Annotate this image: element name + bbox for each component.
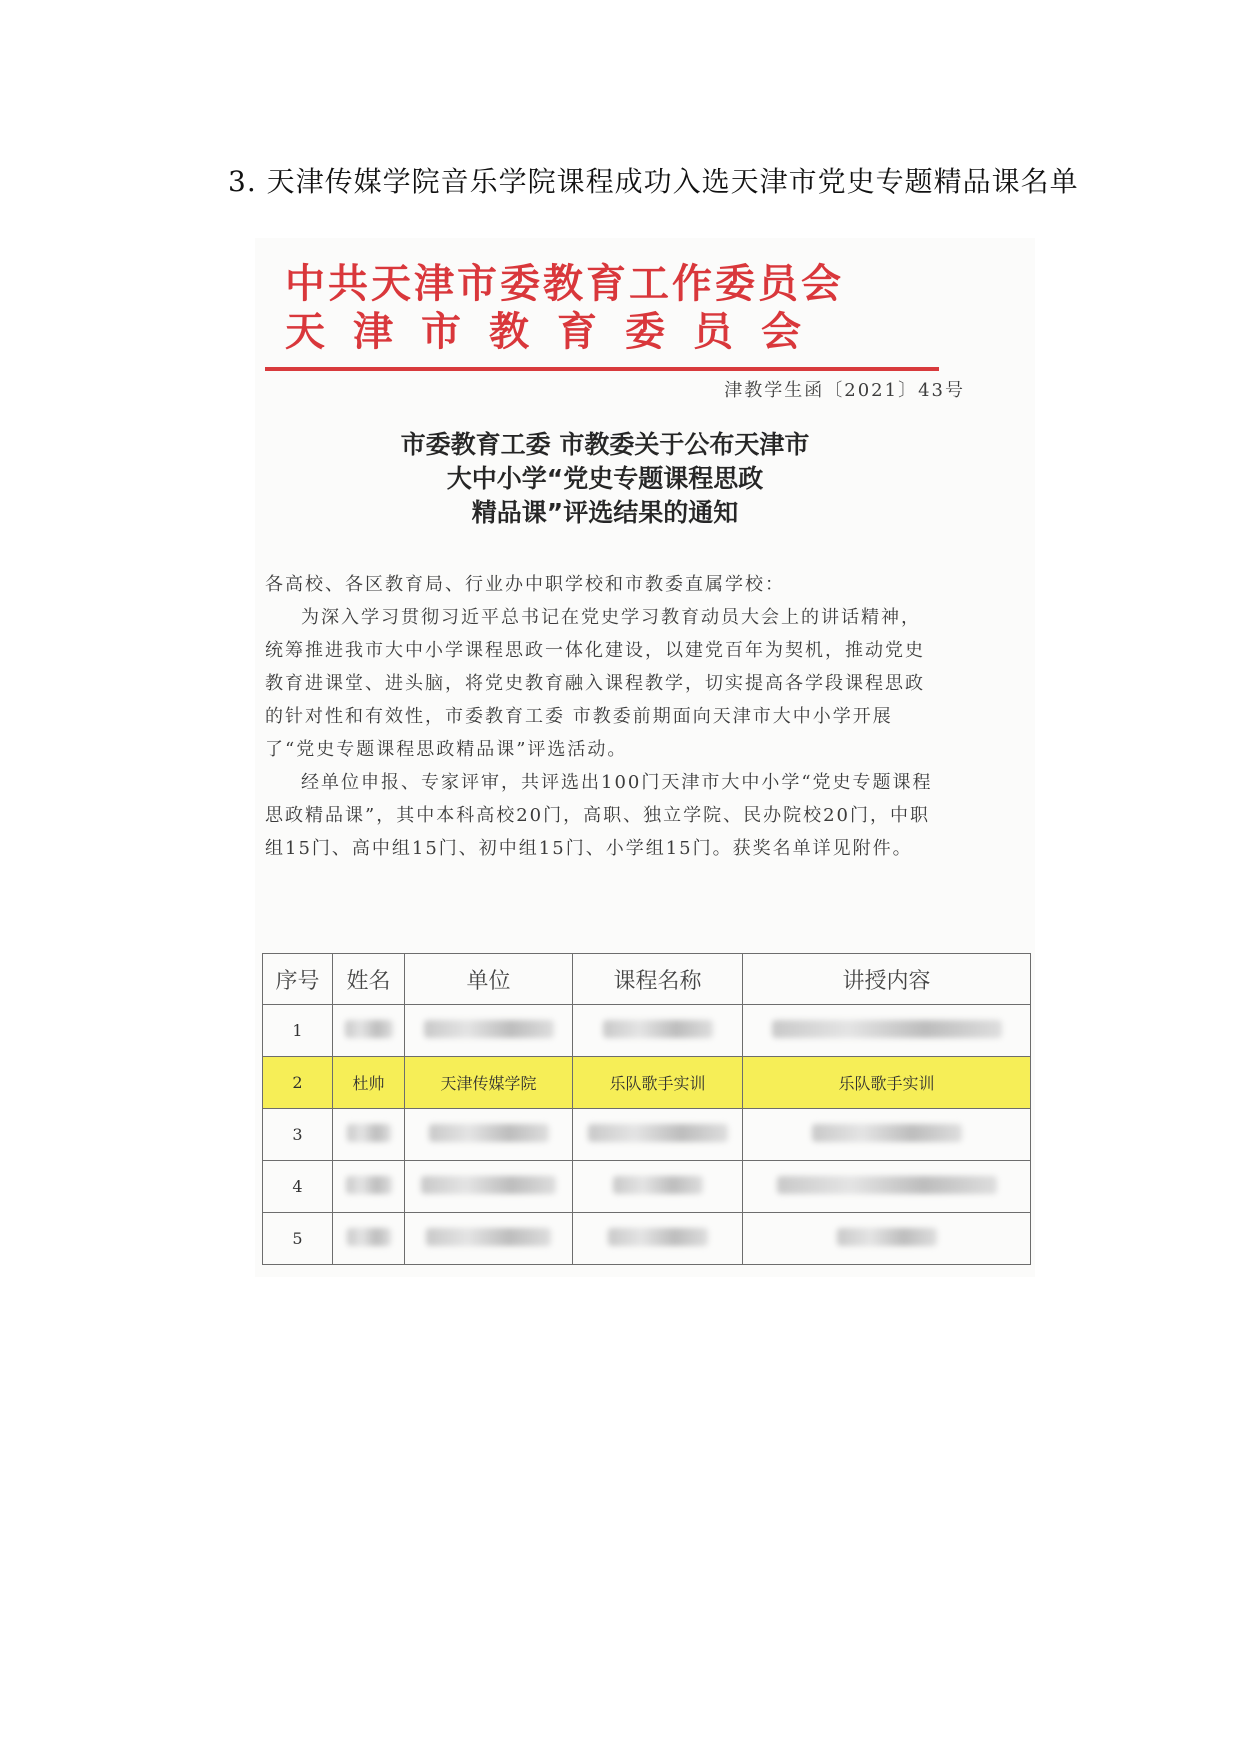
cell-course: 乐队歌手实训	[573, 1057, 743, 1109]
cell-unit-redacted	[405, 1161, 573, 1213]
cell-content-redacted	[743, 1161, 1031, 1213]
notice-body	[265, 568, 935, 865]
cell-content-redacted	[743, 1005, 1031, 1057]
cell-unit: 天津传媒学院	[405, 1057, 573, 1109]
cell-name-redacted	[333, 1005, 405, 1057]
notice-title-line1: 市委教育工委 市教委关于公布天津市	[400, 430, 810, 459]
cell-unit-redacted	[405, 1213, 573, 1265]
cell-course-redacted	[573, 1109, 743, 1161]
cell-course-redacted	[573, 1161, 743, 1213]
cell-name-redacted	[333, 1109, 405, 1161]
table-row-highlighted	[263, 1057, 1031, 1109]
scanned-document	[255, 238, 1035, 1278]
table-header-row	[263, 954, 1031, 1005]
table-row	[263, 1213, 1031, 1265]
cell-course-redacted	[573, 1213, 743, 1265]
cell-no: 1	[263, 1005, 333, 1057]
letterhead-divider	[265, 367, 939, 371]
paragraph-2: 经单位申报、专家评审，共评选出100门天津市大中小学“党史专题课程思政精品课”，其中本科高校20门，高职、独立学院、民办院校20门，中职组15门、高中组15门、初中组15门、小学组15门。获奖名单详见附件。	[265, 772, 933, 859]
cell-unit-redacted	[405, 1005, 573, 1057]
notice-title	[275, 428, 935, 530]
header-content: 讲授内容	[743, 954, 1031, 1005]
org-name-line2: 天津市教育委员会	[285, 309, 829, 355]
header-name: 姓名	[333, 954, 405, 1005]
document-number: 津教学生函〔2021〕43号	[724, 380, 965, 401]
table-row	[263, 1005, 1031, 1057]
salutation: 各高校、各区教育局、行业办中职学校和市教委直属学校：	[265, 574, 785, 595]
header-no: 序号	[263, 954, 333, 1005]
page-caption: 3. 天津传媒学院音乐学院课程成功入选天津市党史专题精品课名单	[228, 165, 1079, 198]
cell-unit-redacted	[405, 1109, 573, 1161]
cell-no: 2	[263, 1057, 333, 1109]
award-table	[262, 953, 1031, 1265]
table-row	[263, 1161, 1031, 1213]
scan-crop-edge	[255, 1277, 1035, 1297]
header-course: 课程名称	[573, 954, 743, 1005]
header-unit: 单位	[405, 954, 573, 1005]
notice-title-line2: 大中小学“党史专题课程思政	[446, 464, 764, 493]
cell-name-redacted	[333, 1213, 405, 1265]
cell-no: 3	[263, 1109, 333, 1161]
cell-content-redacted	[743, 1213, 1031, 1265]
cell-course-redacted	[573, 1005, 743, 1057]
paragraph-1: 为深入学习贯彻习近平总书记在党史学习教育动员大会上的讲话精神，统筹推进我市大中小学课程思政一体化建设，以建党百年为契机，推动党史教育进课堂、进头脑，将党史教育融入课程教学，切实提高各学段课程思政的针对性和有效性，市委教育工委 市教委前期面向天津市大中小学开展了“党史专题课程思政精品课”评选活动。	[265, 607, 925, 760]
org-name-line1: 中共天津市委教育工作委员会	[285, 261, 844, 307]
cell-name: 杜帅	[333, 1057, 405, 1109]
table-row	[263, 1109, 1031, 1161]
cell-name-redacted	[333, 1161, 405, 1213]
notice-title-line3: 精品课”评选结果的通知	[471, 498, 739, 527]
cell-no: 5	[263, 1213, 333, 1265]
cell-content-redacted	[743, 1109, 1031, 1161]
cell-no: 4	[263, 1161, 333, 1213]
cell-content: 乐队歌手实训	[743, 1057, 1031, 1109]
